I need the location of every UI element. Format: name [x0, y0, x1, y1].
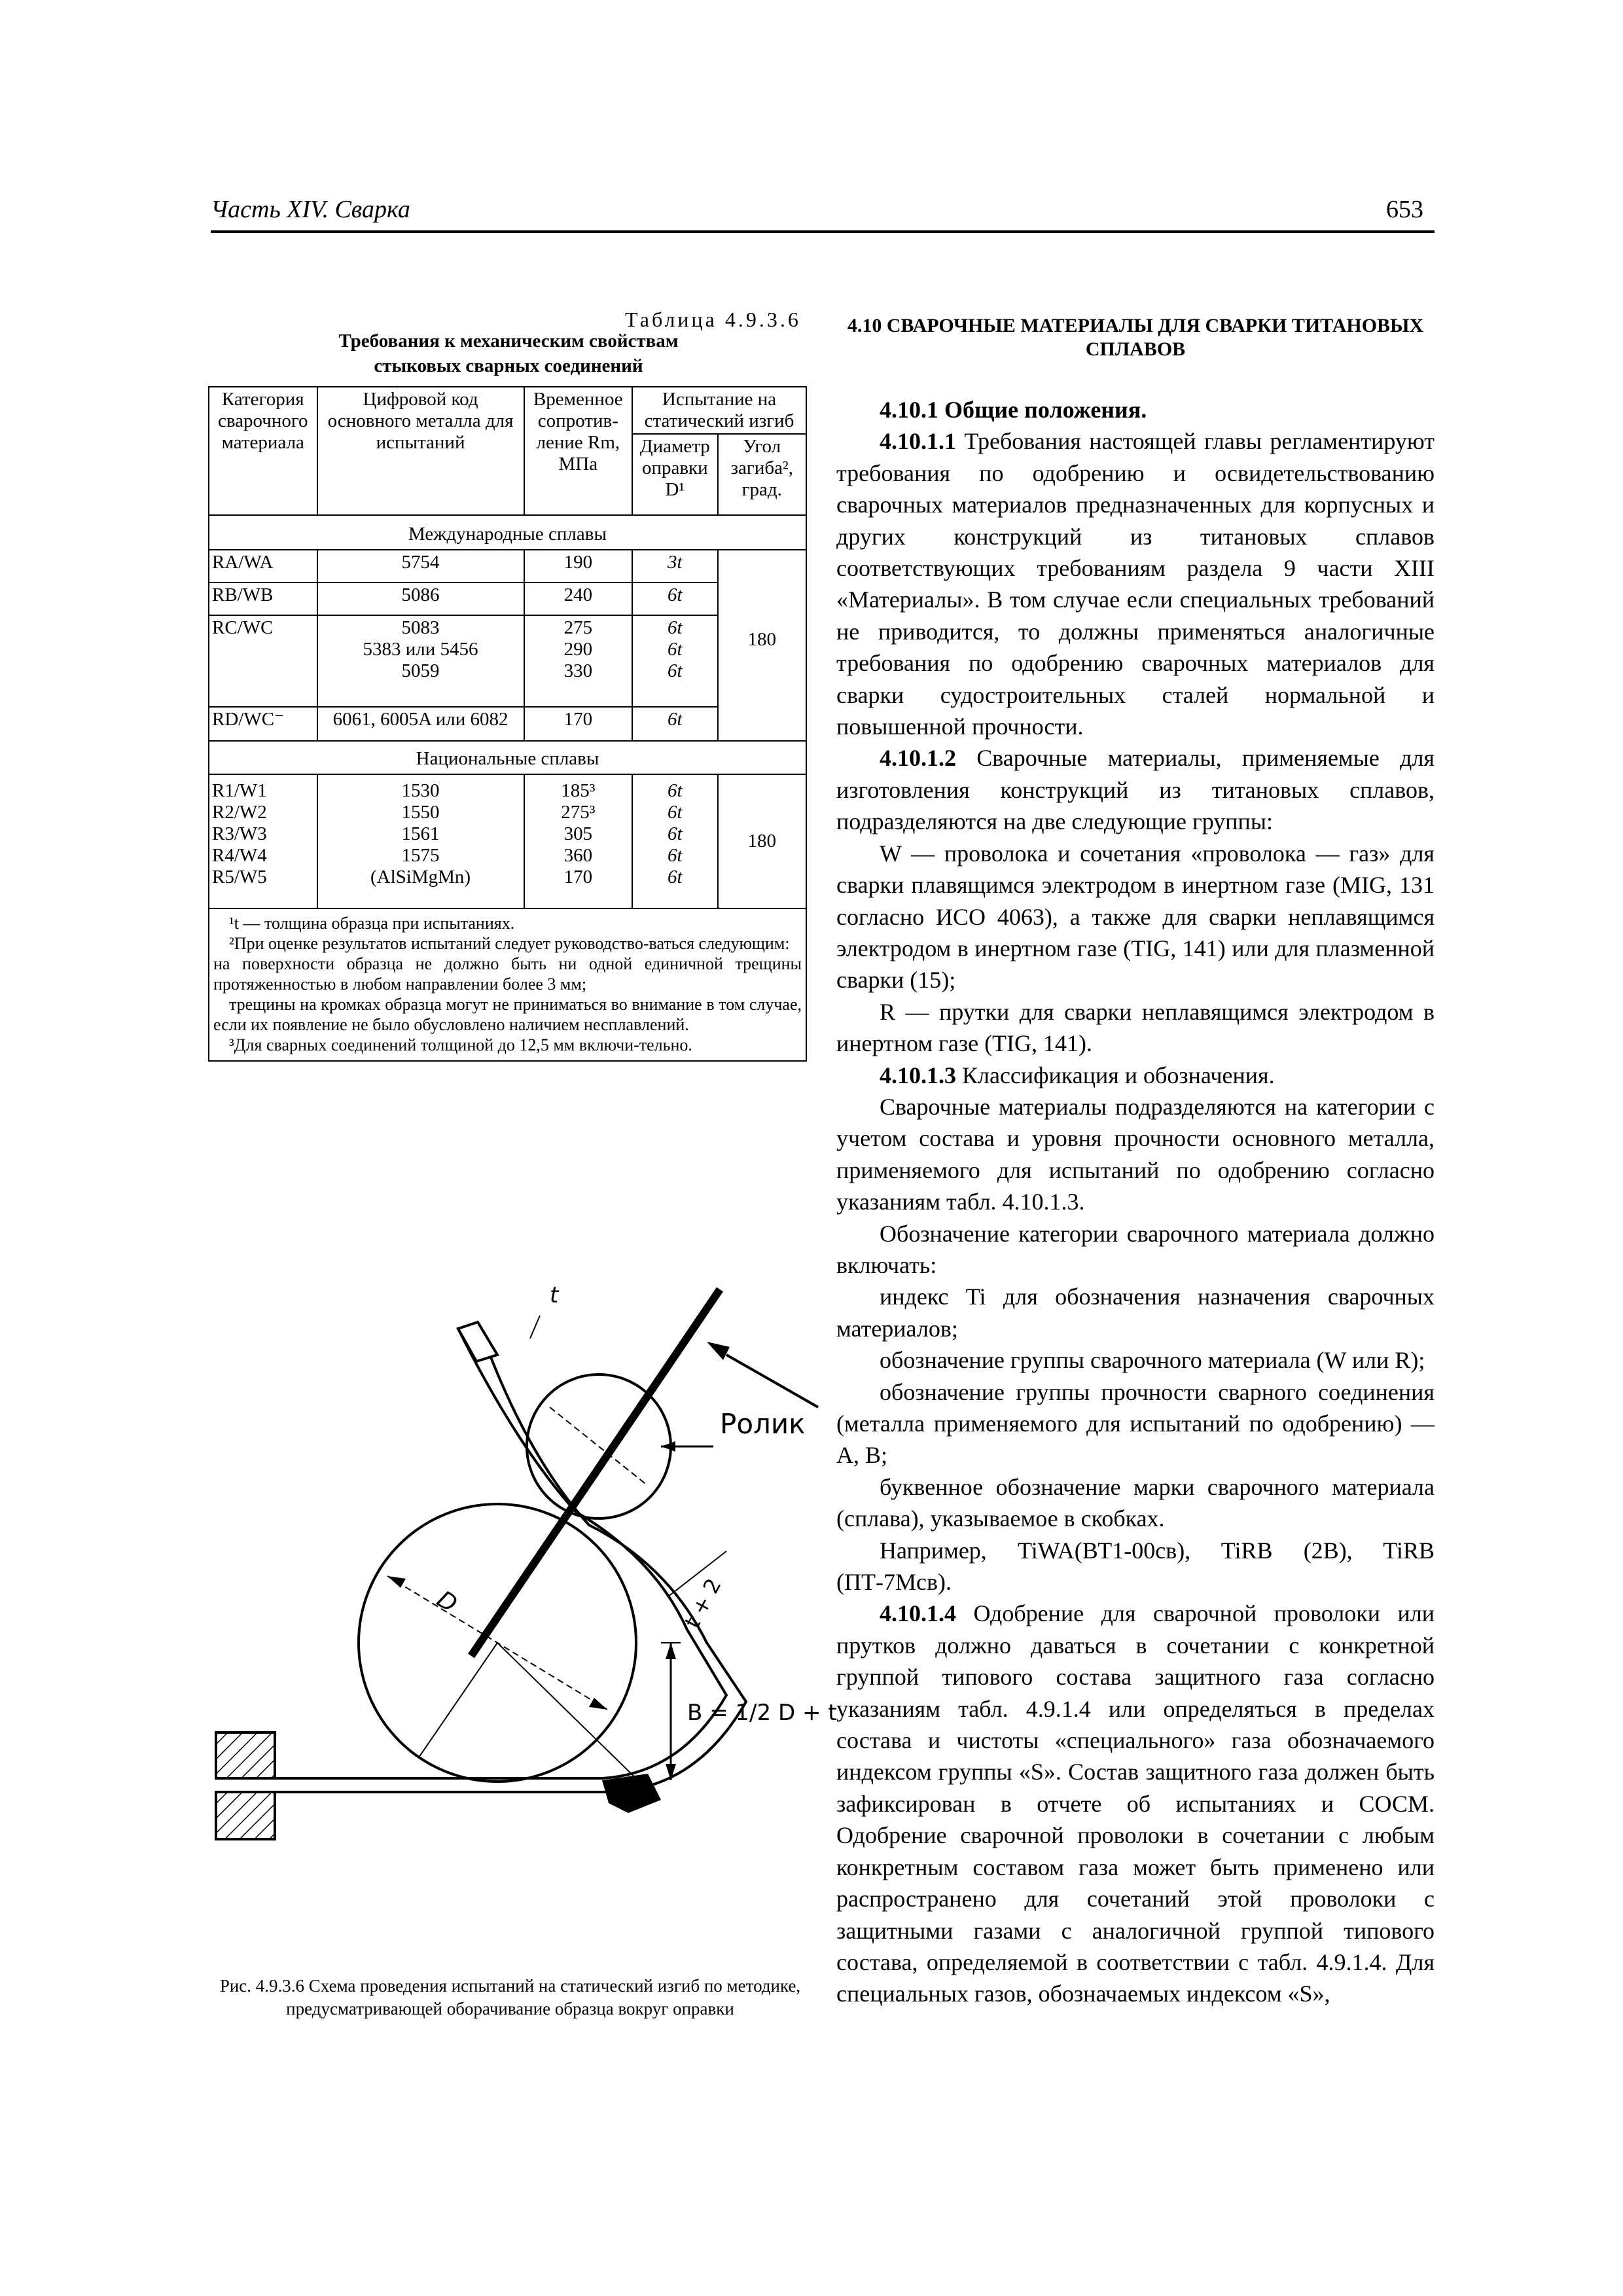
table-number: Таблица 4.9.3.6	[625, 308, 801, 331]
table-row	[209, 583, 806, 615]
cell-category: RC/WC	[209, 615, 317, 707]
mandrel-radius	[497, 1643, 645, 1787]
paragraph: Сварочные материалы подразделяются на категории с учетом состава и уровня прочности основного металла, применяемого для испытаний по одобрению согласно указаниям табл. 4.10.1.3.	[836, 1093, 1435, 1215]
cell-mandrel: 6t 6t 6t	[632, 615, 717, 707]
requirements-table	[208, 386, 807, 1062]
table-title	[211, 329, 806, 378]
table-row	[209, 615, 806, 707]
table-note: на поверхности образца не должно быть ни одной единичной трещины протяженностью в любом направлении более 3 мм;	[213, 954, 802, 994]
header-rule	[211, 230, 1435, 233]
page-number: 653	[1386, 196, 1423, 223]
clause-number: 4.10.1.1	[880, 428, 956, 455]
table-notes-row	[209, 908, 806, 1061]
table-header-row	[209, 387, 806, 434]
subsection-heading	[836, 394, 1435, 425]
table-title-line: Требования к механическим свойствам	[338, 331, 679, 351]
cell-mandrel: 6t	[632, 583, 717, 615]
b-formula-label: B = 1/2 D + t	[687, 1700, 837, 1726]
group-row	[209, 515, 806, 550]
header-bend: Испытание на статический изгиб	[632, 387, 806, 434]
clause-number: 4.10.1.4	[880, 1600, 956, 1627]
table-note: трещины на кромках образца могут не приниматься во внимание в том случае, если их появление не было обусловлено наличием несплавлений.	[213, 995, 802, 1034]
header-category: Категория сварочного материала	[209, 387, 317, 515]
table-title-line: стыковых сварных соединений	[374, 355, 643, 376]
figure-caption: Рис. 4.9.3.6 Схема проведения испытаний на статический изгиб по методике, предусматривающей оборачивание образца вокруг оправки	[219, 1976, 801, 2018]
paragraph: W — проволока и сочетания «проволока — газ» для сварки плавящимся электродом в инертном газе (MIG, 131 согласно ИСО 4063), а также для сварки неплавящимся электродом в инертном газе (TIG, 141) или для плазменной сварки (15);	[836, 840, 1435, 994]
cell-category: RA/WA	[209, 550, 317, 583]
paragraph	[836, 425, 1435, 742]
lower-clamp	[216, 1792, 275, 1839]
thickness-dim	[530, 1316, 540, 1338]
table-notes	[209, 908, 806, 1061]
cell-code: 5086	[317, 583, 524, 615]
thickness-label: t	[550, 1282, 559, 1308]
cell-mandrel: 6t	[632, 707, 717, 741]
bend-test-diagram	[209, 1276, 838, 1957]
paragraph-text: Одобрение для сварочной проволоки или прутков должно даваться в сочетании с конкретной группой типового состава защитного газа согласно указаниям табл. 4.9.1.4 или определяться в пределах состава и чистоты «специального» газа обозначаемого индексом группы «S». Состав защитного газа должен быть зафиксирован в отчете об испытаниях и СОСМ. Одобрение сварочной проволоки в сочетании с любым конкретным составом газа может быть применено или распространено для сочетаний этой проволоки с защитными газами с аналогичной группой типового состава, определяемой в соответствии с табл. 4.9.1.4. Для специальных газов, обозначаемых индексом «S»,	[836, 1600, 1435, 2007]
group-row	[209, 741, 806, 774]
right-column	[836, 314, 1435, 2010]
paragraph: обозначение группы прочности сварного соединения (металла применяемого для испытаний по одобрению) — A, B;	[836, 1378, 1435, 1469]
group-label-national: Национальные сплавы	[209, 741, 806, 774]
diameter-arrow	[589, 1698, 607, 1710]
group-label-international: Международные сплавы	[209, 515, 806, 550]
table-row	[209, 707, 806, 741]
paragraph: обозначение группы сварочного материала (W или R);	[880, 1347, 1425, 1374]
cell-tensile: 275 290 330	[524, 615, 633, 707]
section-title: 4.10 СВАРОЧНЫЕ МАТЕРИАЛЫ ДЛЯ СВАРКИ ТИТАНОВЫХ СПЛАВОВ	[847, 315, 1424, 360]
cell-category: RD/WC⁻	[209, 707, 317, 741]
cell-tensile: 170	[524, 707, 633, 741]
arm-pointer-arrow	[707, 1342, 730, 1360]
mandrel-radius	[419, 1643, 497, 1757]
cell-tensile: 240	[524, 583, 633, 615]
table-row	[209, 550, 806, 583]
subsection-heading-text: 4.10.1 Общие положения.	[880, 397, 1147, 423]
paragraph	[836, 742, 1435, 837]
paragraph	[836, 1598, 1435, 2009]
paragraph-text: Классификация и обозначения.	[956, 1062, 1275, 1088]
cell-code: 1530 1550 1561 1575 (AlSiMgMn)	[317, 774, 524, 908]
diameter-line	[387, 1576, 607, 1710]
table-note: ¹t — толщина образца при испытаниях.	[229, 914, 515, 933]
paragraph	[836, 1060, 1435, 1091]
gap-label: t + 2	[679, 1574, 726, 1632]
running-header: Часть XIV. Сварка	[211, 196, 410, 223]
cell-angle: 180	[718, 550, 806, 741]
cell-tensile: 185³ 275³ 305 360 170	[524, 774, 633, 908]
cell-mandrel: 3t	[632, 550, 717, 583]
roller-label: Ролик	[720, 1408, 806, 1440]
header-code: Цифровой код основного металла для испытаний	[317, 387, 524, 515]
weld-zone	[602, 1774, 661, 1813]
header-angle: Угол загиба², град.	[718, 434, 806, 515]
arm-pointer	[726, 1355, 818, 1407]
upper-clamp	[216, 1732, 275, 1778]
clause-number: 4.10.1.2	[880, 745, 956, 772]
paragraph: буквенное обозначение марки сварочного материала (сплава), указываемое в скобках.	[836, 1473, 1435, 1532]
cell-code: 6061, 6005A или 6082	[317, 707, 524, 741]
cell-mandrel: 6t 6t 6t 6t 6t	[632, 774, 717, 908]
specimen-end	[458, 1322, 497, 1361]
table-row	[209, 774, 806, 908]
diameter-label: D	[432, 1585, 462, 1619]
paragraph: R — прутки для сварки неплавящимся электродом в инертном газе (TIG, 141).	[836, 998, 1435, 1057]
clause-number: 4.10.1.3	[880, 1062, 956, 1088]
paragraph-text: Требования настоящей главы регламентируют требования по одобрению и освидетельствованию сварочных материалов предназначенных для корпусных и других конструкций из титановых сплавов соответствующих требованиям раздела 9 части XIII «Материалы». В том случае если специальных требований не приводится, то должны применяться аналогичные требования по одобрению сварочных материалов для сварки судостроительных сталей нормальной и повышенной прочности.	[836, 428, 1435, 740]
header-mandrel: Диаметр оправки D¹	[632, 434, 717, 515]
paragraph-text: Сварочные материалы, применяемые для изготовления конструкций из титановых сплавов, подразделяются на две следующие группы:	[836, 745, 1435, 835]
header-tensile: Временное сопротив-ление Rm, МПа	[524, 387, 633, 515]
table-note: ²При оценке результатов испытаний следует руководство-ваться следующим:	[229, 934, 790, 953]
paragraph: Например, TiWA(ВТ1-00св), TiRB (2В), TiRB (ПТ-7Мсв).	[836, 1537, 1435, 1596]
specimen-inner-curve	[458, 1329, 726, 1778]
cell-category: RB/WB	[209, 583, 317, 615]
b-dim-arrow	[666, 1643, 676, 1659]
diameter-arrow	[387, 1576, 406, 1588]
cell-angle: 180	[718, 774, 806, 908]
paragraph: индекс Ti для обозначения назначения сварочных материалов;	[836, 1283, 1435, 1342]
roller-leader-arrow	[661, 1441, 675, 1452]
cell-code: 5754	[317, 550, 524, 583]
cell-code: 5083 5383 или 5456 5059	[317, 615, 524, 707]
cell-tensile: 190	[524, 550, 633, 583]
table-note: ³Для сварных соединений толщиной до 12,5 мм включи-тельно.	[229, 1035, 692, 1054]
paragraph: Обозначение категории сварочного материала должно включать:	[836, 1220, 1435, 1278]
cell-category: R1/W1 R2/W2 R3/W3 R4/W4 R5/W5	[209, 774, 317, 908]
